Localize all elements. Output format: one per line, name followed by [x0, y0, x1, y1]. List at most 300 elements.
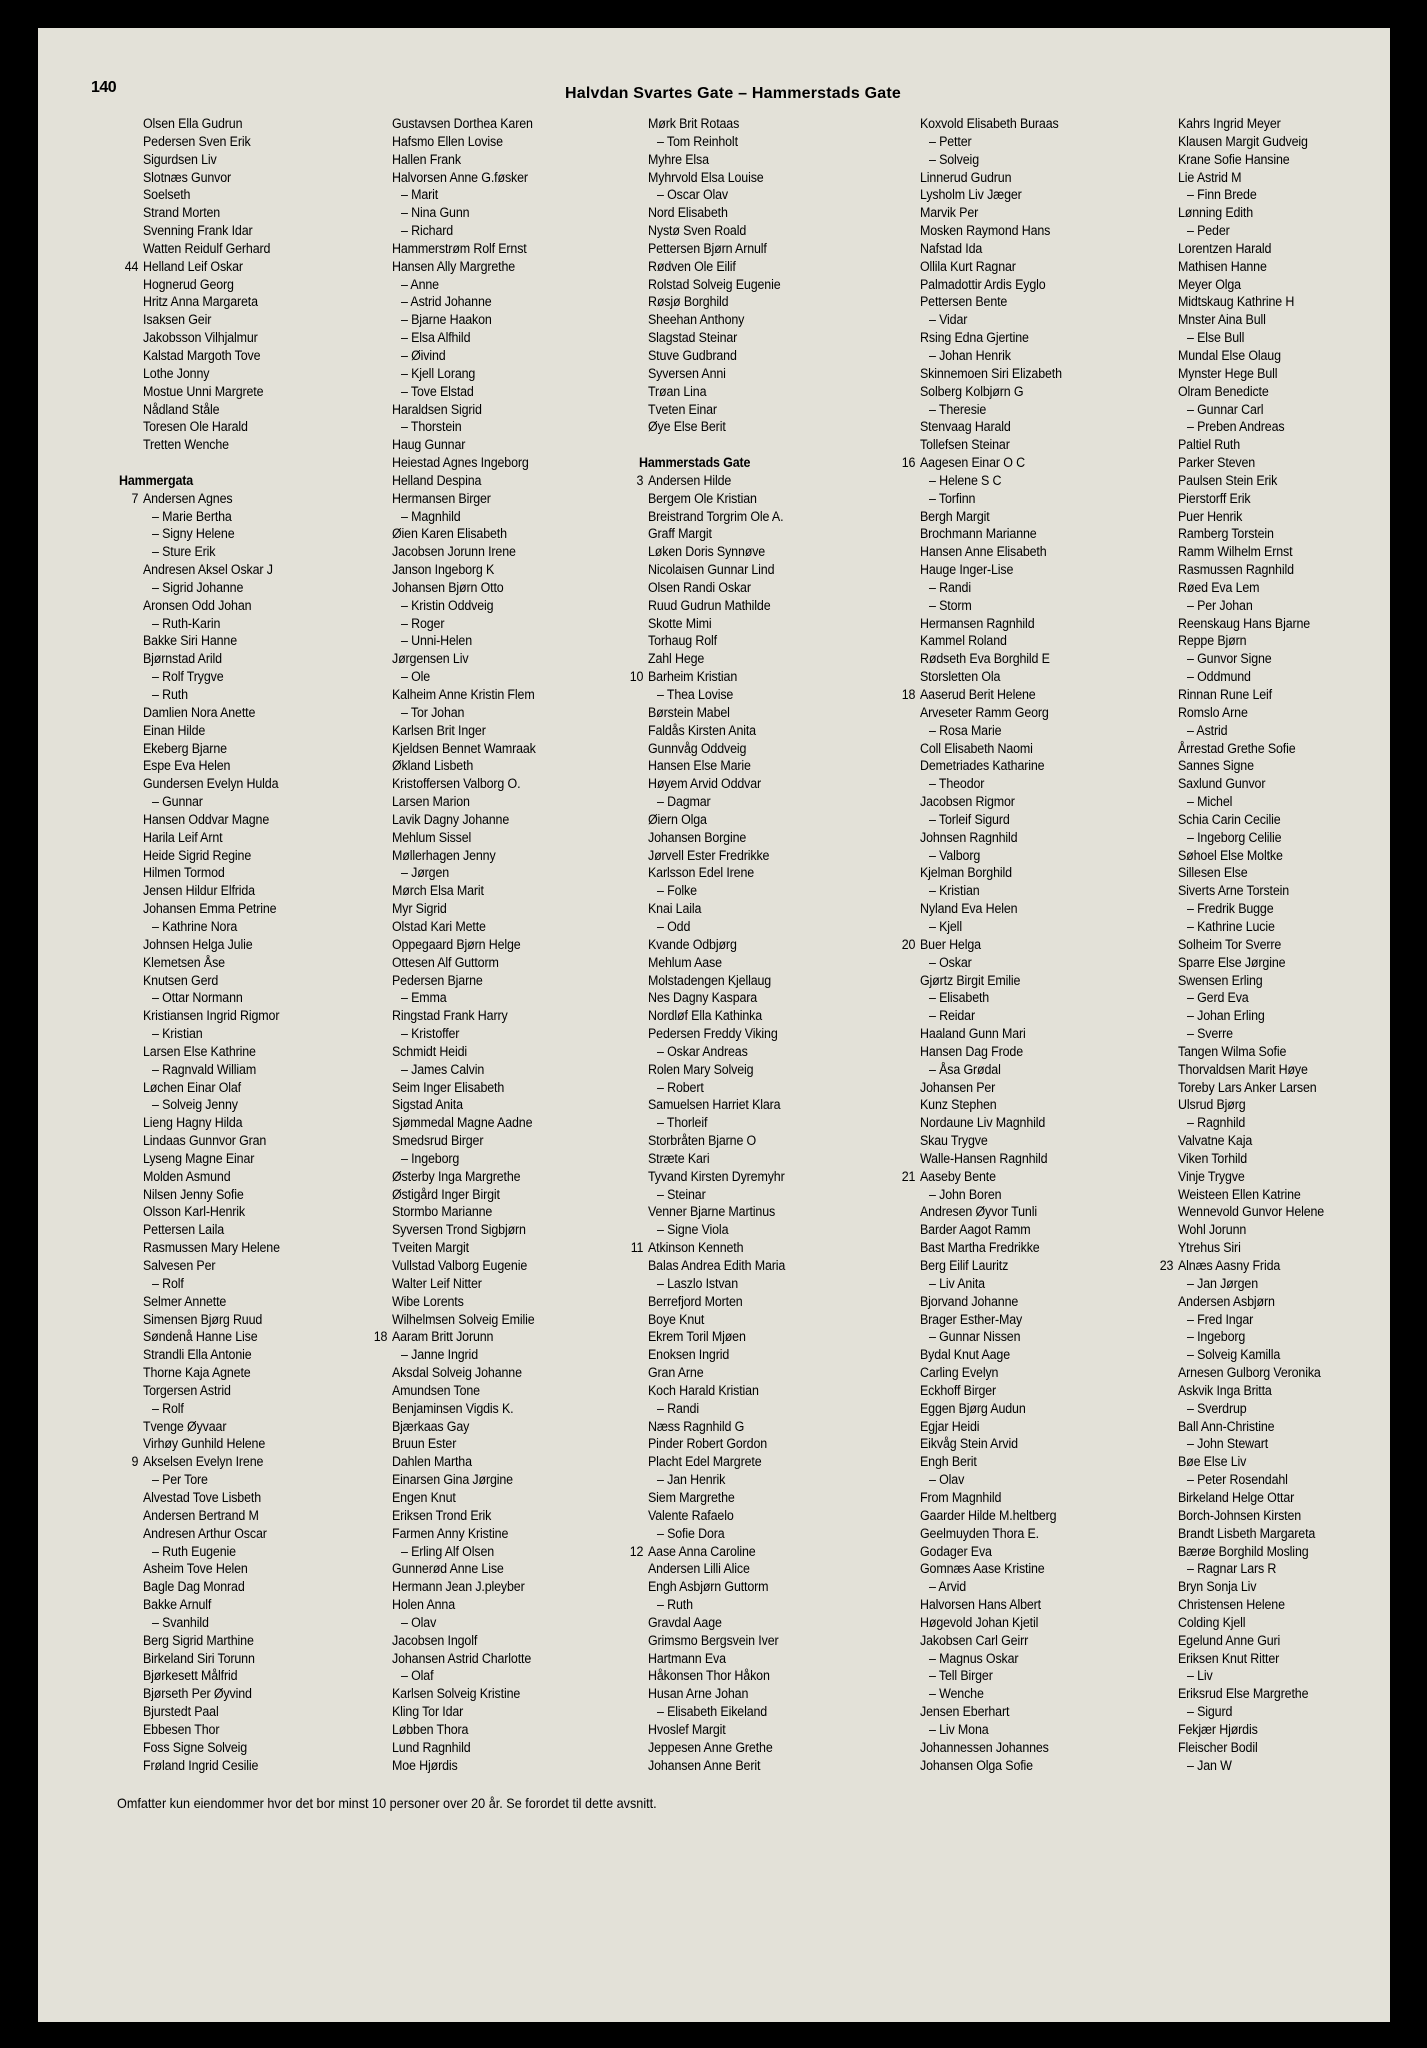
entry-text: Solheim Tor Sverre — [1178, 936, 1282, 952]
entry-text: Brager Esther-May — [920, 1311, 1023, 1327]
entry-text: – Magnus Oskar — [929, 1650, 1019, 1666]
entry-text: Stormbo Marianne — [392, 1204, 493, 1220]
resident-entry — [392, 882, 634, 900]
entry-text: Rasmussen Ragnhild — [1178, 562, 1294, 578]
resident-entry — [920, 543, 1162, 561]
entry-text: Sigstad Anita — [392, 1097, 463, 1113]
resident-entry — [401, 615, 634, 633]
entry-text: – Tor Johan — [401, 704, 465, 720]
resident-entry — [401, 864, 634, 882]
resident-entry — [392, 401, 634, 419]
entry-text: Espe Eva Helen — [143, 758, 231, 774]
resident-entry — [1178, 240, 1420, 258]
entry-text: Mørch Elsa Marit — [392, 883, 484, 899]
resident-entry — [143, 1203, 385, 1221]
entry-text: Krane Sofie Hansine — [1178, 151, 1290, 167]
resident-entry — [920, 1703, 1162, 1721]
resident-entry — [143, 954, 385, 972]
entry-text: Næss Ragnhild G — [648, 1418, 745, 1434]
resident-entry — [1187, 793, 1420, 811]
entry-text: Bergem Ole Kristian — [648, 490, 757, 506]
entry-text: – Randi — [929, 579, 971, 595]
resident-entry — [392, 829, 634, 847]
entry-text: Jakobsen Carl Geirr — [920, 1632, 1029, 1648]
resident-entry — [1187, 1667, 1420, 1685]
resident-entry — [920, 900, 1162, 918]
entry-text: – Jan Jørgen — [1187, 1275, 1259, 1291]
resident-entry — [920, 757, 1162, 775]
resident-entry — [392, 115, 634, 133]
resident-entry — [392, 1507, 634, 1525]
entry-text: Kling Tor Idar — [392, 1704, 464, 1720]
house-number: 44 — [124, 258, 139, 274]
entry-text: Selmer Annette — [143, 1293, 227, 1309]
entry-text: Farmen Anny Kristine — [392, 1525, 509, 1541]
resident-entry — [152, 1471, 385, 1489]
entry-text: Solberg Kolbjørn G — [920, 383, 1024, 399]
entry-text: – Peder — [1187, 223, 1230, 239]
resident-entry — [152, 1400, 385, 1418]
resident-entry — [648, 900, 890, 918]
resident-entry — [401, 1025, 634, 1043]
entry-text: Borch-Johnsen Kirsten — [1178, 1507, 1302, 1523]
entry-text: Andersen Hilde — [648, 472, 732, 488]
resident-entry — [648, 525, 890, 543]
resident-entry — [143, 222, 385, 240]
entry-text: Egjar Heidi — [920, 1418, 980, 1434]
entry-text: Knai Laila — [648, 901, 702, 917]
entry-text: – Oskar — [929, 954, 972, 970]
resident-entry — [392, 1132, 634, 1150]
entry-text: Aaserud Berit Helene — [920, 687, 1036, 702]
entry-text: Eckhoff Birger — [920, 1382, 997, 1398]
entry-text: Ramm Wilhelm Ernst — [1178, 544, 1293, 560]
resident-entry — [929, 597, 1162, 615]
street-heading — [639, 454, 889, 472]
entry-text: Venner Bjarne Martinus — [648, 1204, 776, 1220]
resident-entry — [920, 204, 1162, 222]
resident-entry — [143, 133, 385, 151]
entry-text: Thorne Kaja Agnete — [143, 1365, 251, 1381]
resident-entry — [1178, 1650, 1420, 1668]
entry-text: Berg Sigrid Marthine — [143, 1632, 254, 1648]
resident-entry — [929, 490, 1162, 508]
resident-entry — [143, 1311, 385, 1329]
entry-text: – Elisabeth Eikeland — [657, 1704, 768, 1720]
resident-entry — [392, 793, 634, 811]
resident-entry — [401, 1061, 634, 1079]
entry-text: Paulsen Stein Erik — [1178, 472, 1278, 488]
entry-text: Klausen Margit Gudveig — [1178, 133, 1308, 149]
resident-entry — [920, 1596, 1162, 1614]
entry-text: Børstein Mabel — [648, 704, 730, 720]
resident-entry — [1178, 1186, 1420, 1204]
entry-text: – Sture Erik — [152, 544, 216, 560]
resident-entry — [143, 1079, 385, 1097]
resident-entry — [901, 454, 1162, 472]
resident-entry — [920, 293, 1162, 311]
entry-text: Ebbesen Thor — [143, 1721, 220, 1737]
entry-text: Koch Harald Kristian — [648, 1382, 759, 1398]
entry-text: – Theodor — [929, 776, 985, 792]
resident-entry — [920, 632, 1162, 650]
house-number: 18 — [901, 687, 916, 702]
resident-entry — [648, 1257, 890, 1275]
resident-entry — [648, 258, 890, 276]
resident-entry — [401, 276, 634, 294]
entry-text: Torhaug Rolf — [648, 633, 717, 649]
entry-text: Demetriades Katharine — [920, 758, 1045, 774]
resident-entry — [648, 293, 890, 311]
entry-text: – Solveig Kamilla — [1187, 1347, 1281, 1363]
entry-text: Enoksen Ingrid — [648, 1347, 730, 1363]
entry-text: Andresen Øyvor Tunli — [920, 1204, 1037, 1220]
entry-text: – Ruth — [657, 1597, 693, 1613]
entry-text: Lindaas Gunnvor Gran — [143, 1133, 267, 1149]
entry-text: – Helene S C — [929, 472, 1002, 488]
resident-entry — [929, 1061, 1162, 1079]
entry-text: Amundsen Tone — [392, 1382, 480, 1398]
resident-entry — [392, 1560, 634, 1578]
entry-text: Oppegaard Bjørn Helge — [392, 936, 521, 952]
house-number: 23 — [1159, 1258, 1174, 1273]
entry-text: Årrestad Grethe Sofie — [1178, 740, 1296, 756]
resident-entry — [920, 972, 1162, 990]
entry-text: Ball Ann-Christine — [1178, 1418, 1275, 1434]
entry-text: Hansen Dag Frode — [920, 1043, 1023, 1059]
resident-entry — [392, 775, 634, 793]
entry-text: Tangen Wilma Sofie — [1178, 1043, 1287, 1059]
entry-text: Romslo Arne — [1178, 704, 1248, 720]
entry-text: – Thea Lovise — [657, 687, 734, 702]
entry-text: Bjørnstad Arild — [143, 651, 222, 667]
resident-entry — [143, 1382, 385, 1400]
entry-text: Marvik Per — [920, 205, 979, 221]
entry-text: Egelund Anne Guri — [1178, 1632, 1281, 1648]
entry-text: Johansen Bjørn Otto — [392, 579, 504, 595]
entry-text: Rødven Ole Eilif — [648, 258, 736, 274]
entry-text: – Sigurd — [1187, 1704, 1233, 1720]
resident-entry — [1178, 954, 1420, 972]
entry-text: Lysholm Liv Jæger — [920, 187, 1022, 203]
entry-text: Nicolaisen Gunnar Lind — [648, 562, 775, 578]
resident-entry — [143, 597, 385, 615]
entry-text: Myr Sigrid — [392, 901, 447, 917]
entry-text: – Folke — [657, 883, 697, 899]
entry-text: – Kathrine Lucie — [1187, 918, 1275, 934]
entry-text: Tretten Wenche — [143, 437, 229, 453]
entry-text: – Solveig Jenny — [152, 1097, 238, 1113]
resident-entry — [143, 436, 385, 454]
resident-entry — [1178, 436, 1420, 454]
entry-text: – Astrid Johanne — [401, 294, 492, 310]
entry-text: – Liv Anita — [929, 1275, 985, 1291]
entry-text: Gjørtz Birgit Emilie — [920, 972, 1021, 988]
entry-text: Mostue Unni Margrete — [143, 383, 264, 399]
entry-text: Knutsen Gerd — [143, 972, 219, 988]
resident-entry — [143, 561, 385, 579]
entry-text: Pettersen Bente — [920, 294, 1008, 310]
resident-entry — [392, 1489, 634, 1507]
entry-text: Hilmen Tormod — [143, 865, 225, 881]
resident-entry — [648, 847, 890, 865]
entry-text: Puer Henrik — [1178, 508, 1243, 524]
entry-text: Svenning Frank Idar — [143, 223, 253, 239]
resident-entry — [648, 1721, 890, 1739]
entry-text: Mnster Aina Bull — [1178, 312, 1266, 328]
entry-text: Pettersen Laila — [143, 1222, 224, 1238]
entry-text: Bjærkaas Gay — [392, 1418, 470, 1434]
resident-entry — [1178, 1203, 1420, 1221]
entry-text: Eriksen Knut Ritter — [1178, 1650, 1280, 1666]
entry-text: Heide Sigrid Regine — [143, 847, 252, 863]
resident-entry — [1187, 597, 1420, 615]
resident-entry — [401, 1346, 634, 1364]
entry-text: – Kjell — [929, 918, 962, 934]
resident-entry — [648, 1489, 890, 1507]
entry-text: Gustavsen Dorthea Karen — [392, 116, 533, 131]
entry-text: Høgevold Johan Kjetil — [920, 1614, 1039, 1630]
entry-text: Faldås Kirsten Anita — [648, 722, 756, 738]
resident-entry — [1178, 543, 1420, 561]
entry-text: Løbben Thora — [392, 1721, 469, 1737]
entry-text: Fekjær Hjørdis — [1178, 1721, 1258, 1737]
resident-entry — [401, 597, 634, 615]
entry-text: Torgersen Astrid — [143, 1382, 231, 1398]
resident-entry — [392, 1311, 634, 1329]
resident-entry — [143, 383, 385, 401]
entry-text: Jensen Eberhart — [920, 1704, 1010, 1720]
entry-text: Olram Benedicte — [1178, 383, 1269, 399]
resident-entry — [143, 293, 385, 311]
resident-entry — [143, 1168, 385, 1186]
entry-text: – Ragnar Lars R — [1187, 1561, 1277, 1577]
entry-text: Askvik Inga Britta — [1178, 1382, 1272, 1398]
resident-entry — [657, 1400, 890, 1418]
resident-entry — [143, 722, 385, 740]
entry-text: – John Boren — [929, 1186, 1002, 1202]
resident-entry — [648, 151, 890, 169]
resident-entry — [143, 418, 385, 436]
resident-entry — [1178, 508, 1420, 526]
resident-entry — [1187, 1275, 1420, 1293]
entry-text: Berrefjord Morten — [648, 1293, 743, 1309]
resident-entry — [1187, 1346, 1420, 1364]
entry-text: – Liv — [1187, 1668, 1213, 1684]
resident-entry — [1178, 1364, 1420, 1382]
resident-entry — [143, 240, 385, 258]
entry-text: Birkeland Helge Ottar — [1178, 1489, 1295, 1505]
entry-text: – Ingeborg — [401, 1150, 460, 1166]
resident-entry — [124, 258, 385, 276]
resident-entry — [901, 936, 1162, 954]
entry-text: Tvenge Øyvaar — [143, 1418, 227, 1434]
entry-text: – Steinar — [657, 1186, 706, 1202]
entry-text: Lorentzen Harald — [1178, 240, 1272, 256]
entry-text: – Kristian — [929, 883, 980, 899]
house-number: 18 — [373, 1329, 388, 1345]
resident-entry — [143, 347, 385, 365]
resident-entry — [392, 1525, 634, 1543]
resident-entry — [929, 1578, 1162, 1596]
resident-entry — [648, 222, 890, 240]
resident-entry — [920, 1364, 1162, 1382]
resident-entry — [648, 329, 890, 347]
house-number: 10 — [629, 669, 644, 685]
entry-text: Boye Knut — [648, 1311, 705, 1327]
entry-text: Helland Leif Oskar — [143, 258, 243, 274]
entry-text: Sjømmedal Magne Aadne — [392, 1115, 533, 1131]
resident-entry — [131, 1453, 385, 1471]
entry-text: – Nina Gunn — [401, 205, 470, 221]
resident-entry — [143, 829, 385, 847]
entry-text: Stuve Gudbrand — [648, 347, 737, 363]
entry-text: Atkinson Kenneth — [648, 1240, 744, 1256]
entry-text: Syversen Trond Sigbjørn — [392, 1222, 526, 1238]
resident-entry — [920, 1114, 1162, 1132]
entry-text: – Jørgen — [401, 865, 450, 881]
entry-text: Johansen Emma Petrine — [143, 901, 277, 917]
blank-line — [143, 454, 385, 472]
resident-entry — [648, 632, 890, 650]
resident-entry — [143, 311, 385, 329]
resident-entry — [1187, 668, 1420, 686]
entry-text: Aksdal Solveig Johanne — [392, 1365, 522, 1381]
resident-entry — [657, 133, 890, 151]
entry-text: Pinder Robert Gordon — [648, 1436, 768, 1452]
resident-entry — [920, 829, 1162, 847]
resident-entry — [1178, 1150, 1420, 1168]
resident-entry — [401, 1543, 634, 1561]
entry-text: Eriksrud Else Margrethe — [1178, 1686, 1309, 1702]
street-heading — [119, 472, 383, 490]
entry-text: Helland Despina — [392, 472, 482, 488]
entry-text: – Øivind — [401, 347, 446, 363]
entry-text: – Kristin Oddveig — [401, 597, 494, 613]
column-3 — [629, 115, 908, 1774]
entry-text: Skau Trygve — [920, 1133, 988, 1149]
resident-entry — [648, 1150, 890, 1168]
resident-entry — [143, 1560, 385, 1578]
entry-text: – Johan Henrik — [929, 347, 1011, 363]
resident-entry — [929, 1275, 1162, 1293]
resident-entry — [1178, 775, 1420, 793]
resident-entry — [392, 954, 634, 972]
entry-text: – Ragnvald William — [152, 1061, 257, 1077]
entry-text: Lund Ragnhild — [392, 1739, 471, 1755]
resident-entry — [152, 1614, 385, 1632]
resident-entry — [648, 1632, 890, 1650]
entry-text: – Tom Reinholt — [657, 133, 738, 149]
entry-text: Virhøy Gunhild Helene — [143, 1436, 266, 1452]
entry-text: From Magnhild — [920, 1489, 1002, 1505]
resident-entry — [929, 1667, 1162, 1685]
resident-entry — [901, 1168, 1162, 1186]
entry-text: Sillesen Else — [1178, 865, 1248, 881]
resident-entry — [392, 436, 634, 454]
entry-text: Kunz Stephen — [920, 1097, 997, 1113]
resident-entry — [1178, 972, 1420, 990]
resident-entry — [1178, 1168, 1420, 1186]
entry-text: Gundersen Evelyn Hulda — [143, 776, 279, 792]
resident-entry — [392, 1400, 634, 1418]
entry-text: Soelseth — [143, 187, 191, 203]
resident-entry — [152, 918, 385, 936]
resident-entry — [920, 1239, 1162, 1257]
entry-text: – Sigrid Johanne — [152, 579, 244, 595]
resident-entry — [920, 1025, 1162, 1043]
resident-entry — [152, 1275, 385, 1293]
resident-entry — [1178, 365, 1420, 383]
resident-entry — [657, 882, 890, 900]
resident-entry — [1178, 1507, 1420, 1525]
resident-entry — [392, 258, 634, 276]
resident-entry — [1178, 115, 1420, 133]
resident-entry — [1178, 276, 1420, 294]
resident-entry — [920, 864, 1162, 882]
entry-text: Hammergata — [119, 472, 194, 488]
entry-text: – Ruth-Karin — [152, 615, 221, 631]
house-number: 21 — [901, 1168, 916, 1184]
entry-text: Wennevold Gunvor Helene — [1178, 1204, 1325, 1220]
resident-entry — [920, 365, 1162, 383]
entry-text: – Jan Henrik — [657, 1472, 726, 1488]
entry-text: Weisteen Ellen Katrine — [1178, 1186, 1301, 1202]
entry-text: – Reidar — [929, 1008, 975, 1024]
entry-text: Einan Hilde — [143, 722, 206, 738]
house-number: 9 — [131, 1454, 139, 1470]
resident-entry — [392, 722, 634, 740]
entry-text: Strand Morten — [143, 205, 221, 221]
entry-text: Simensen Bjørg Ruud — [143, 1311, 263, 1327]
entry-text: Møllerhagen Jenny — [392, 847, 496, 863]
resident-entry — [1178, 1418, 1420, 1436]
entry-text: Syversen Anni — [648, 365, 726, 381]
entry-text: Østigård Inger Birgit — [392, 1186, 500, 1202]
resident-entry — [648, 490, 890, 508]
resident-entry — [1178, 1543, 1420, 1561]
entry-text: – Svanhild — [152, 1614, 209, 1630]
resident-entry — [657, 1703, 890, 1721]
entry-text: Palmadottir Ardis Eyglo — [920, 276, 1046, 292]
resident-entry — [392, 847, 634, 865]
resident-entry — [152, 668, 385, 686]
resident-entry — [1178, 882, 1420, 900]
entry-text: Barheim Kristian — [648, 669, 738, 685]
resident-entry — [143, 740, 385, 758]
resident-entry — [1187, 989, 1420, 1007]
resident-entry — [648, 1650, 890, 1668]
running-head: Halvdan Svartes Gate – Hammerstads Gate — [565, 85, 901, 102]
entry-text: – Peter Rosendahl — [1187, 1472, 1288, 1488]
resident-entry — [648, 864, 890, 882]
entry-text: Mathisen Hanne — [1178, 258, 1267, 274]
entry-text: Aase Anna Caroline — [648, 1543, 756, 1559]
entry-text: Sparre Else Jørgine — [1178, 954, 1286, 970]
resident-entry — [143, 1435, 385, 1453]
resident-entry — [1178, 757, 1420, 775]
entry-text: Schmidt Heidi — [392, 1043, 468, 1059]
resident-entry — [920, 276, 1162, 294]
resident-entry — [929, 579, 1162, 597]
entry-text: Bjorvand Johanne — [920, 1293, 1019, 1309]
entry-text: – Ragnhild — [1187, 1115, 1246, 1131]
resident-entry — [648, 276, 890, 294]
entry-text: Arveseter Ramm Georg — [920, 704, 1049, 720]
entry-text: – Olav — [401, 1614, 437, 1630]
resident-entry — [920, 1043, 1162, 1061]
resident-entry — [392, 1685, 634, 1703]
